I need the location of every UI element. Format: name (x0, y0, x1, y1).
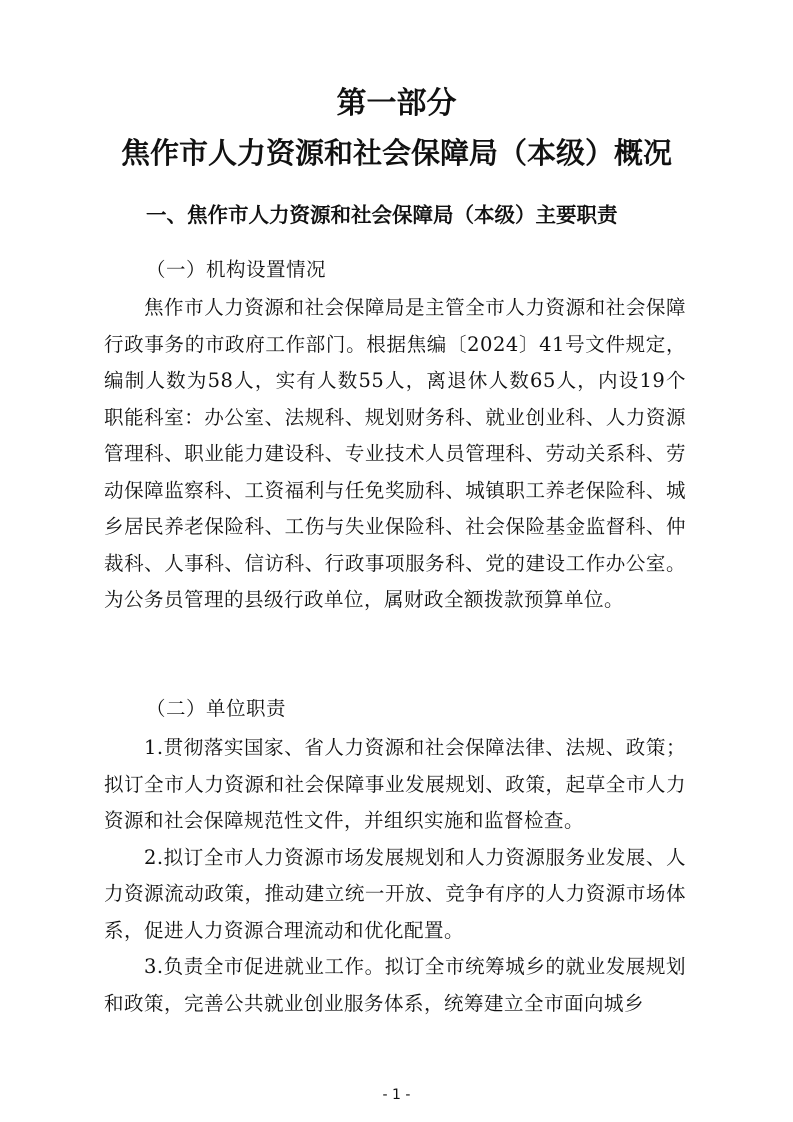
section-heading-main-duties: 一、焦作市人力资源和社会保障局（本级）主要职责 (146, 203, 618, 227)
document-title: 焦作市人力资源和社会保障局（本级）概况 (120, 136, 672, 170)
duty-item: 1.贯彻落实国家、省人力资源和社会保障法律、法规、政策；拟订全市人力资源和社会保障事业发展规划、政策，起草全市人力资源和社会保障规范性文件，并组织实施和监督检查。 (104, 736, 686, 832)
subsection-heading-duties: （二）单位职责 (146, 697, 287, 720)
organization-paragraph: 焦作市人力资源和社会保障局是主管全市人力资源和社会保障行政事务的市政府工作部门。根据焦编〔2024〕41号文件规定，编制人数为58人，实有人数55人，离退休人数65人，内设19个职能科室：办公室、法规科、规划财务科、就业创业科、人力资源管理科、职业能力建设科、专业技术人员管理科、劳动关系科、劳动保障监察科、工资福利与任免奖励科、城镇职工养老保险科、城乡居民养老保险科、工伤与失业保险科、社会保险基金监督科、仲裁科、人事科、信访科、行政事项服务科、党的建设工作办公室。为公务员管理的县级行政单位，属财政全额拨款预算单位。 (104, 296, 686, 611)
part-title: 第一部分 (336, 86, 457, 121)
subsection-heading-organization: （一）机构设置情况 (146, 258, 327, 281)
organization-section (104, 290, 686, 619)
duty-item: 2.拟订全市人力资源市场发展规划和人力资源服务业发展、人力资源流动政策，推动建立统一开放、竞争有序的人力资源市场体系，促进人力资源合理流动和优化配置。 (104, 845, 686, 942)
page-number: - 1 - (382, 1087, 411, 1103)
duties-list (104, 730, 686, 1022)
duty-item: 3.负责全市促进就业工作。拟订全市统筹城乡的就业发展规划和政策，完善公共就业创业服务体系，统筹建立全市面向城乡 (104, 955, 686, 1015)
